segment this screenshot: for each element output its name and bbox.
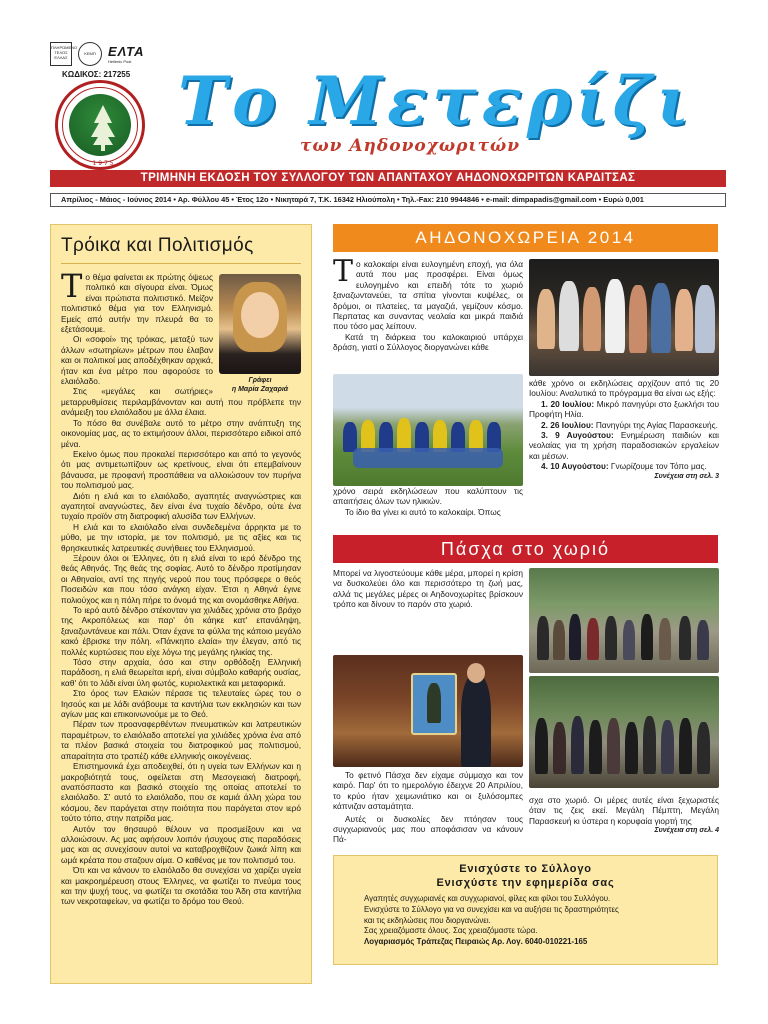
pascha-heading: Πάσχα στο χωριό: [333, 535, 718, 563]
paragraph: Το ίδιο θα γίνει κι αυτό το καλοκαίρι. Όπως: [345, 506, 501, 517]
event-text: Ενημέρωση παιδιών και νεολαίας για τη χρήση παραδοσιακών εργαλείων και μέσων.: [529, 430, 720, 461]
paragraph: Τόσο στην αρχαία, όσο και στην ορθόδοξη Ελληνική παράδοση, η ελιά θεωρείται ιερή, είναι σύμβολο καθαρής ουσίας, καθ' ότι το λάδι είναι ύλη φωτός, κυριολεκτικά και μεταφορικά.: [61, 657, 301, 688]
support-title-2: Ενισχύστε την εφημερίδα σας: [436, 877, 615, 889]
support-title-1: Ενισχύστε το Σύλλογο: [459, 863, 592, 875]
pascha-intro: Μπορεί να λιγοστεύουμε κάθε μέρα, μπορεί η κρίση να δυσκολεύει όλο και περισσότερο τη ζωή μας, αλλά τις μεγάλες μέρες οι Αηδονοχωρίτες βρίσκουν τρόπο και δίνουν το παρόν στο χωριό.: [333, 568, 523, 610]
newspaper-subtitle: των Αηδονοχωριτών: [300, 136, 521, 156]
paragraph: χρόνο σειρά εκδηλώσεων που καλύπτουν τις απαιτήσεις όλων των ηλικιών.: [333, 486, 523, 507]
paragraph: κάθε χρόνο οι εκδηλώσεις αρχίζουν από τις 20 Ιουλίου: Αναλυτικά το πρόγραμμα θα είναι ως εξής:: [529, 378, 719, 399]
publisher-band: ΤΡΙΜΗΝΗ ΕΚΔΟΣΗ ΤΟΥ ΣΥΛΛΟΓΟΥ ΤΩΝ ΑΠΑΝΤΑΧΟΥ ΑΗΔΟΝΟΧΩΡΙΤΩΝ ΚΑΡΔΙΤΣΑΣ: [50, 170, 726, 187]
event-text: Μικρό πανηγύρι στο ξωκλήσι του Προφήτη Ηλία.: [529, 398, 719, 420]
support-line: Ενισχύστε το Σύλλογο για να συνεχίσει και να αυξήσει τις δραστηριότητες: [364, 904, 619, 914]
elta-sub: Hellenic Post: [108, 59, 132, 64]
kemp-stamp: ΚΕΜΠ: [78, 42, 102, 66]
paragraph: Ότι και να κάνουν το ελαιόλαδο θα συνεχίσει να χαρίζει υγεία και μακροημέρευση στους Έλληνες, να φωτίζει το πνεύμα τους και την ψυχή τους, να φωτίζει τα σκοτάδια του Άδη στα καντήλια των νεκροταφείων, να φωτίζει το δρόμο του Θεού.: [61, 865, 301, 907]
paragraph: Το πόσο θα συνέβαλε αυτό το μέτρο στην ανάπτυξη της οικονομίας μας, ας το εκτιμήσουν άλλοι, περισσότερο ειδικοί από μένα.: [61, 417, 301, 449]
paragraph: σχα στο χωριό. Οι μέρες αυτές είναι ξεχωριστές όταν τις ζεις εκεί. Μεγάλη Πέμπτη, Μεγάλη Παρασκευή κι ύστερα η κορυφαία γιορτή της: [529, 795, 719, 826]
football-team-photo: [333, 374, 523, 486]
aidonochoreia-program: [529, 378, 719, 482]
postal-stamps: [50, 42, 145, 66]
pascha-continue: [529, 795, 719, 837]
support-text: [344, 894, 707, 948]
dancing-crowd-photo: [529, 676, 719, 788]
paragraph: Η ελιά και το ελαιόλαδο είναι συνδεδεμένα άρρηκτα με το μύθο, με την ιστορία, με τον πολιτισμό, με τις αξίες και τις θρησκευτικές λατρευτικές συνήθειες του Ελληνισμού.: [61, 521, 301, 553]
event-item: [529, 420, 719, 430]
paragraph: Επιστημονικά έχει αποδειχθεί, ότι η υγεία των Ελλήνων και η μακροβιότητά τους, οφείλεται στη Μεσογειακή διατροφή, αναπόσπαστο και βασικό στοιχείο της οποίας αποτελεί το ελαιόλαδο. Σ' αυτό το ελαιόλαδο, που σε καμιά άλλη χώρα του κόσμου, δεν παράγεται στην ποιότητα που παράγεται στον ιερό τούτο τόπο, στην πατρίδα μας.: [61, 761, 301, 824]
paragraph: Διότι η ελιά και το ελαιόλαδο, αγαπητές αναγνώστριες και αγαπητοί αναγνώστες, δεν είναι ένα τυχαίο δένδρο, ούτε ένα τυχαίο προϊόν στη διατροφική αλυσίδα των Ελλήνων.: [61, 490, 301, 522]
event-item: [529, 430, 719, 461]
bank-account: Λογαριασμός Τράπεζας Πειραιώς Αρ. Λογ. 6040-010221-165: [364, 937, 588, 947]
paragraph: Αυτές οι δυσκολίες δεν πτόησαν τους συγχωριανούς μας που αποφάσισαν να κάνουν Πά-: [333, 813, 523, 845]
seal-year: 1 9 7 5: [92, 160, 114, 167]
troika-body: [51, 264, 311, 907]
author-caption: [219, 376, 301, 394]
support-appeal-box: [333, 855, 718, 965]
paid-postage-stamp: ΠΛΗΡΩΜΕΝΟ ΤΕΛΟΣ ΕΛΛΑΣ: [50, 42, 72, 66]
event-date: 2. 26 Ιουλίου:: [541, 419, 594, 430]
caption-writes: Γράφει: [248, 377, 272, 384]
aidonochoreia-intro: [333, 254, 523, 353]
author-photo: [219, 274, 301, 374]
paragraph: Αυτόν τον θησαυρό θέλουν να προσμείξουν και να αλλοιώσουν. Ας μας αφήσουν λοιπόν ήσυχους στις παραδόσεις μας και ας συνεχίσουν αυτοί να καταβροχθίζουν ζωικά λίπη και ωμά κρέατα που σταζουν αίμα. Ο καθένας με τον πολιτισμό του.: [61, 823, 301, 865]
paragraph: Στο όρος των Ελαιών πέρασε τις τελευταίες ώρες του ο Ιησούς και με λάδι ανάβουμε τα καντήλια των εκκλησιών και των αγίων μας και επικοινωνούμε με το Θεό.: [61, 688, 301, 720]
association-seal: [55, 80, 145, 170]
dropcap: Τ: [333, 254, 354, 289]
event-date: 1. 20 Ιουλίου:: [541, 398, 595, 409]
troika-article: [50, 224, 312, 984]
support-line: Αγαπητές συγχωριανές και συγχωριανοί, φίλες και φίλοι του Συλλόγου.: [364, 894, 611, 903]
event-date: 4. 10 Αυγούστου:: [541, 461, 609, 472]
paragraph: Το φετινό Πάσχα δεν είχαμε σύμμαχο και τον καιρό. Παρ' ότι το ημερολόγιο έδειχνε 20 Απριλίου, το κρύο ήταν χειμωνιάτικο και οι ξυλόσομπες κάπνιζαν ασταμάτητα.: [333, 770, 523, 812]
paragraph: Πέραν των προαναφερθέντων πνευματικών και λατρευτικών παραμέτρων, το ελαιόλαδο αποτελεί για χιλιάδες χρόνια ένα από τα πλέον βασικά στοιχεία του διατροφικού μας πολιτισμού, απαραίτητα στο τραπέζι κάθε ελληνικής οικογένειας.: [61, 719, 301, 761]
troika-heading: Τρόικα και Πολιτισμός: [61, 235, 254, 256]
aidonochoreia-continue: [333, 486, 523, 517]
paragraph: ο καλοκαίρι είναι ευλογημένη εποχή, για όλα αυτά που μας προσφέρει. Είναι όμως ευλογημένο και επειδή τότε το χωριό ξαναζωντανεύει, τα σπίτια γίνονται κυψέλες, οι δρόμοι, οι πλατείες, τα μαγαζιά, γεμίζουν κόσμο. Περπατας και συναντας νεολαία και μικρά παιδιά που τόσο μας λείπουν.: [333, 259, 523, 332]
event-item: [529, 461, 719, 471]
continued-note: Συνέχεια στη σελ. 4: [654, 827, 719, 835]
support-line: και τις εκδηλώσεις που διοργανώνει.: [364, 915, 491, 925]
pascha-body: [333, 770, 523, 845]
event-item: [529, 399, 719, 420]
icon-holding-photo: [333, 655, 523, 767]
paragraph: ο θέμα φαίνεται εκ πρώτης όψεως πολιτικό και σίγουρα είναι. Όμως είναι πρώτιστα πολιτιστικό. Μείζον πολιτιστικό θέμα για τον Ελληνισμό. Εμείς από αυτήν την πλευρά θα το εξετάσουμε.: [61, 272, 213, 335]
dropcap: Τ: [61, 267, 83, 305]
masthead: [0, 0, 768, 204]
elta-label: ΕΛΤΑ: [108, 44, 145, 59]
paragraph: Κατά τη διάρκεια του καλοκαιριού υπάρχει δράση, γιατί ο Σύλλογος διοργανώνει κάθε: [333, 331, 523, 353]
elta-logo: [108, 44, 145, 64]
author-portrait: [219, 274, 301, 393]
seal-tree-icon: [58, 83, 148, 173]
event-text: Πανηγύρι της Αγίας Παρασκευής.: [595, 419, 718, 430]
postal-code: ΚΩΔΙΚΟΣ: 217255: [62, 70, 131, 79]
event-date: 3. 9 Αυγούστου:: [541, 430, 614, 441]
paragraph: Εκείνο όμως που προκαλεί περισσότερο και από το γεγονός ότι μας αντιμετωπίζουν ως κρετίνους, είναι ότι επεμβαίνουν βάναυσα, με προφανή προσπάθεια να αλλοιώσουν τον πυρήνα του πολιτισμού μας.: [61, 448, 301, 491]
paragraph: Οι «σοφοί» της τρόικας, μεταξύ των άλλων «σωτηρίων» μέτρων που έλαβαν και οι πολιτικοί μας αποδέχθηκαν αρχικά, ήταν και ένα μέτρο που αφορούσε το ελαιόλαδο.: [61, 334, 213, 387]
issue-info-bar: Απρίλιος - Μάιος - Ιούνιος 2014 • Αρ. Φύλλου 45 • Έτος 12ο • Νικηταρά 7, Τ.Κ. 16342 Ηλιούπολη • Τηλ.-Fax: 210 9944846 • e-mail: dimpapadis@gmail.com • Ευρώ 0,001: [50, 193, 726, 207]
support-line: Σας χρειαζόμαστε όλους. Σας χρειαζόμαστε τώρα.: [364, 926, 538, 936]
continued-note: Συνέχεια στη σελ. 3: [654, 472, 719, 480]
aidonochoreia-heading: ΑΗΔΟΝΟΧΩΡΕΙΑ 2014: [333, 224, 718, 252]
newspaper-title: Το Μετερίζι: [178, 62, 694, 140]
paragraph: Ξέρουν όλοι οι Έλληνες, ότι η ελιά είναι το ιερό δένδρο της θεάς Αθηνάς. Της θεάς της σοφίας. Αυτό το δένδρο προτίμησαν οι Αθηναίοι, αντί της πηγής νερού που τους πρόσφερε ο θεός Ποσειδών και που τόσο ανάγκη είχαν. Έτσι η Αθηνά έγινε πολιούχος και η πόλη πήρε το όνομά της και ονομάσθηκε Αθήνα.: [61, 552, 301, 605]
village-crowd-photo: [529, 568, 719, 673]
paragraph: Το ιερό αυτό δένδρο στέκονταν για χιλιάδες χρόνια στο βράχο της Ακροπόλεως και παρ' ότι κάηκε κατ' επανάληψη, ξαναζωντάνευε και πάλι. Όταν έχανε τα φύλλα της κάποιο μεγάλο κακό έβρισκε την πόλη. «Πάνκηπο ελαία» την έλεγαν, από τις πολλές κυρτώσεις που είχε λόγω της μεγάλης ηλικίας της.: [61, 605, 301, 657]
event-text: Γνωρίζουμε τον Τόπο μας.: [610, 461, 707, 472]
paragraph: Στις «μεγάλες και σωτήριες» μεταρρυθμίσεις περιλαμβάνονταν και αυτή που πρόβλεπε την ανάμειξη του ελαιόλαδου με άλλα έλαια.: [61, 386, 301, 418]
youth-group-photo: [529, 259, 719, 376]
caption-author: η Μαρία Ζαχαριά: [231, 386, 289, 393]
